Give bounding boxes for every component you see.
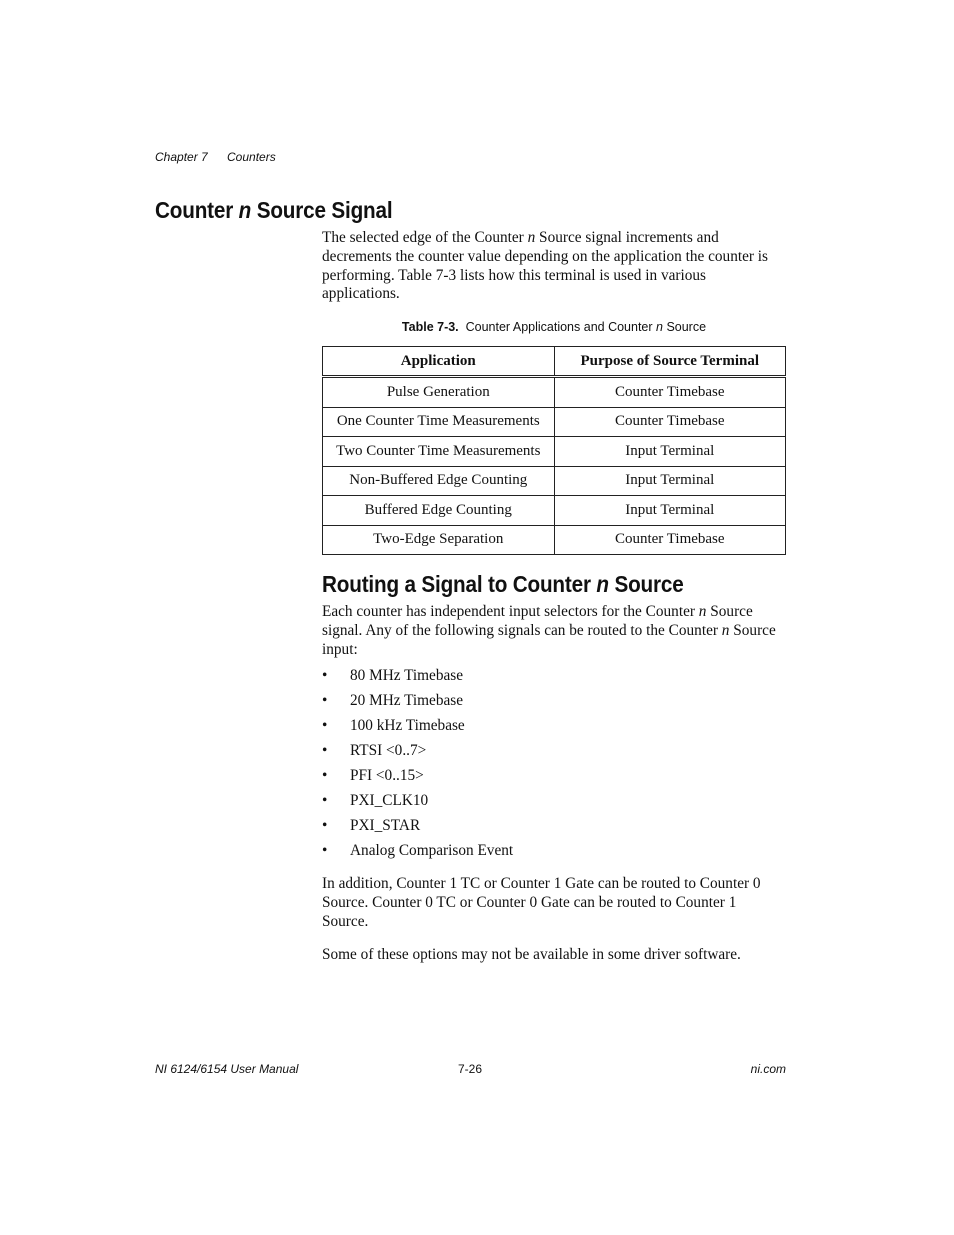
heading2-text-pre: Routing a Signal to Counter [322, 571, 597, 597]
list-item [322, 691, 513, 716]
table-cell-purpose: Counter Timebase [554, 407, 785, 437]
counter-applications-table [322, 346, 786, 555]
heading1-text-pre: Counter [155, 197, 239, 223]
table-cell-application: One Counter Time Measurements [323, 407, 555, 437]
heading1-text-post: Source Signal [251, 197, 393, 223]
table-cell-application: Non-Buffered Edge Counting [323, 466, 555, 496]
list-item [322, 816, 513, 841]
list-item-text: RTSI <0..7> [350, 742, 427, 759]
bullet-marker: • [322, 717, 328, 734]
routing-text-3: Source input: [322, 621, 776, 658]
table-caption-text-pre: Counter Applications and Counter [465, 320, 657, 334]
table-header-purpose: Purpose of Source Terminal [554, 347, 785, 377]
footer-page-number: 7-26 [458, 1062, 483, 1076]
intro-text-2: Source signal increments and decrements the counter value depending on the application the counter is performing. Table 7-3 lists how this terminal is used in various applications. [322, 229, 768, 303]
section-heading-routing-signal [322, 571, 684, 598]
list-item-text: PFI <0..15> [350, 767, 424, 784]
table-cell-purpose: Counter Timebase [554, 525, 785, 555]
counter-routing-paragraph: In addition, Counter 1 TC or Counter 1 Gate can be routed to Counter 0 Source. Counter 0 TC or Counter 0 Gate can be routed to Counter 1 Source. [322, 875, 761, 930]
running-head-section: Counters [227, 150, 276, 164]
list-item-text: 80 MHz Timebase [350, 667, 464, 684]
bullet-marker: • [322, 817, 328, 834]
footer-manual-title: NI 6124/6154 User Manual [155, 1062, 299, 1076]
table-row [323, 496, 786, 526]
running-head-chapter: Chapter 7 [155, 150, 208, 164]
footer-website: ni.com [750, 1062, 786, 1076]
bullet-marker: • [322, 742, 328, 759]
list-item-text: PXI_STAR [350, 817, 421, 834]
bullet-marker: • [322, 792, 328, 809]
bullet-marker: • [322, 667, 328, 684]
bullet-marker: • [322, 842, 328, 859]
table-cell-purpose: Input Terminal [554, 496, 785, 526]
table-header-row [323, 347, 786, 377]
table-caption-text-post: Source [662, 320, 707, 334]
signal-bullet-list [322, 666, 513, 866]
table-header-application: Application [323, 347, 555, 377]
table-caption [322, 320, 786, 334]
list-item [322, 716, 513, 741]
table-caption-variable: n [656, 320, 663, 334]
intro-text-1: The selected edge of the Counter [322, 229, 528, 246]
list-item [322, 766, 513, 791]
table-cell-application: Pulse Generation [323, 377, 555, 408]
list-item [322, 791, 513, 816]
table-cell-purpose: Counter Timebase [554, 377, 785, 408]
table-row [323, 525, 786, 555]
table-cell-purpose: Input Terminal [554, 437, 785, 467]
running-head [155, 150, 276, 164]
list-item-text: 20 MHz Timebase [350, 692, 464, 709]
bullet-marker: • [322, 767, 328, 784]
routing-variable-2: n [721, 621, 730, 639]
table-cell-purpose: Input Terminal [554, 466, 785, 496]
routing-text-1: Each counter has independent input selectors for the Counter [322, 603, 699, 620]
table-row [323, 466, 786, 496]
table-row [323, 377, 786, 408]
table-row [323, 407, 786, 437]
heading2-text-post: Source [608, 571, 684, 597]
intro-paragraph [322, 229, 772, 304]
list-item-text: PXI_CLK10 [350, 792, 429, 809]
list-item [322, 741, 513, 766]
list-item-text: 100 kHz Timebase [350, 717, 465, 734]
heading2-variable: n [596, 571, 609, 597]
heading1-variable: n [238, 197, 252, 223]
list-item [322, 666, 513, 691]
routing-text-2: Source signal. Any of the following signals can be routed to the Counter [322, 603, 753, 639]
table-cell-application: Two-Edge Separation [323, 525, 555, 555]
table-row [323, 437, 786, 467]
table-cell-application: Buffered Edge Counting [323, 496, 555, 526]
table-caption-label: Table 7-3. [401, 320, 459, 334]
routing-paragraph [322, 603, 786, 659]
intro-variable: n [527, 229, 536, 246]
driver-note-paragraph: Some of these options may not be available in some driver software. [322, 946, 741, 963]
bullet-marker: • [322, 692, 328, 709]
section-heading-counter-source-signal [155, 197, 392, 224]
list-item-text: Analog Comparison Event [350, 842, 514, 859]
list-item [322, 841, 513, 866]
table-cell-application: Two Counter Time Measurements [323, 437, 555, 467]
routing-variable-1: n [698, 603, 707, 620]
